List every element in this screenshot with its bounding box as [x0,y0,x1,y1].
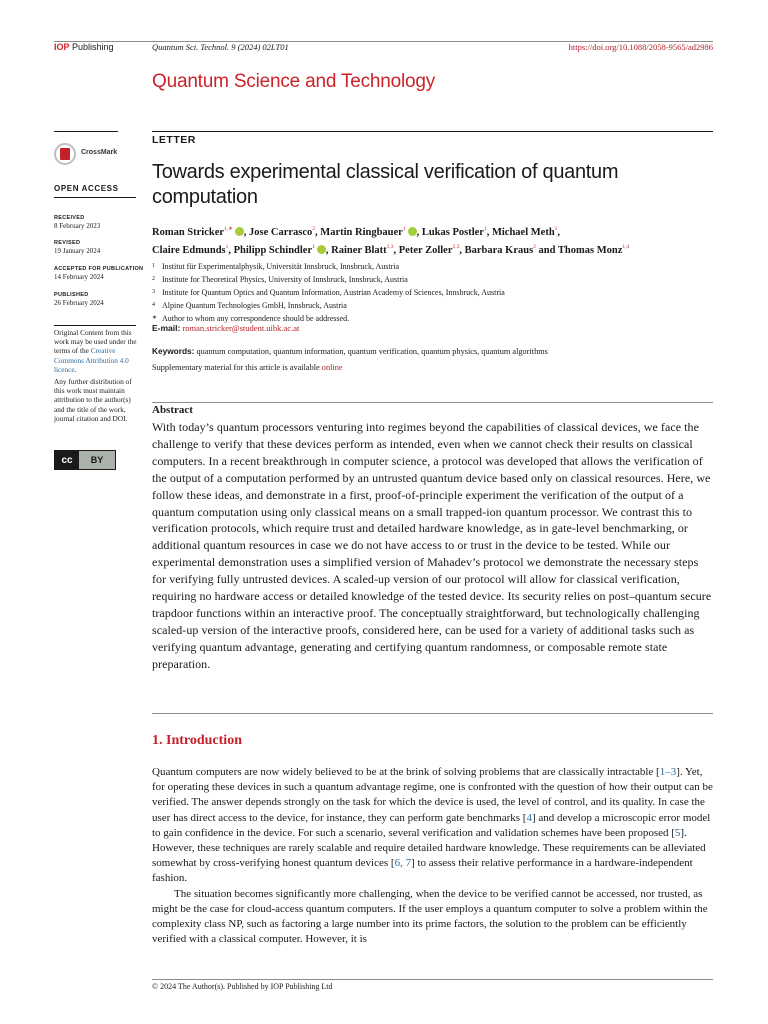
author-name[interactable]: Roman Stricker [152,227,225,238]
keywords-line: Keywords: quantum computation, quantum information, quantum verification, quantum physics, quantum algorithms [152,346,548,356]
keywords-text: quantum computation, quantum information, quantum verification, quantum physics, quantum algorithms [196,347,548,356]
history-accepted-date: 14 February 2024 [54,273,104,281]
author-affiliation-marker: 1 [225,244,229,250]
open-access-rule [54,197,136,198]
affiliation-item [152,273,712,286]
intro-paragraph-1: Quantum computers are now widely believed to be at the brink of solving problems that are classically intractable [1–3]. Yet, for operating these devices in such a quantum advantage regime, one is confronted with the question of how their output can be verified. The answer depends strongly on the task for which the device is used, the level of control, and its quality. In case the user has direct access to the device, for instance, they can perform gate benchmarks [4] and develop a microscopic error model to gain confidence in the device. For such a scenario, several verification and validation schemes have been proposed [5]. However, these techniques are rarely scalable and require detailed hardware knowledge. These requirements can be alleviated somewhat by cross-verifying honest quantum devices [6, 7] to assess their relative performance in a hardware-independent fashion. [152,766,713,885]
author-affiliation-marker: 2 [312,226,316,232]
affiliation-text: Alpine Quantum Technologies GmbH, Innsbruck, Austria [162,301,347,310]
crossmark-label: CrossMark [81,149,118,156]
author-affiliation-marker: 1,4 [622,244,630,250]
author-affiliation-marker: 1 [312,244,315,250]
history-revised-label: REVISED [54,240,81,246]
author-name[interactable]: Jose Carrasco [249,227,313,238]
affiliation-text: Institute for Theoretical Physics, University of Innsbruck, Innsbruck, Austria [162,275,408,284]
affiliation-text: Author to whom any correspondence should be addressed. [162,314,350,323]
orcid-icon[interactable] [317,245,326,254]
licence-text: Original Content from this work may be used under the terms of the Creative Commons Attribution 4.0 licence. Any further distribution of this work must maintain attribution to the author(s) and the title of the work, journal citation and DOI. [54,328,137,423]
citation-link[interactable]: 1–3 [659,766,677,778]
affiliation-number: 3 [152,289,155,295]
history-received-date: 8 February 2023 [54,222,101,230]
intro-paragraph-2: The situation becomes significantly more challenging, when the device to be verified cannot be accessed, nor trusted, as might be the case for cloud-access quantum computers. If the user employs a quantum computer to solve a problem within the complexity class NP, such as factoring a large number into its prime factors, the solution to the problem can be efficiently verified with a classical computer. However, it is [152,887,708,946]
abstract-text: With today’s quantum processors venturing into regimes beyond the capabilities of classical devices, we face the challenge to verify that these devices perform as intended, even when we cannot check their results on classical computers. In a recent breakthrough in computer science, a protocol was developed that allows the verification of the output of a computation performed by an untrusted quantum device based only on classical resources. Here, we follow these ideas, and demonstrate in a first, proof-of-principle experiment the verification of the output of a quantum computation using only classical means on a small trapped-ion quantum processor. We contrast this to verification protocols, which require trust and detailed hardware knowledge, as in gate-level benchmarking, or additional quantum resources in case we do not have access to or trust in the device to be tested. While our experimental demonstration uses a simplified version of Mahadev’s protocol we demonstrate the necessary steps for verifying fully untrusted devices. A scaled-up version of our protocol will allow for classical verification, requiring no hardware access or detailed knowledge of the tested device. Its security relies on post–quantum secure trapdoor functions within an interactive proof. The conceptually straightforward, but technologically challenging scaled-up version of the interactive proofs, considered here, can be used for a variety of additional tasks such as verifying quantum advantage, generating and certifying quantum randomness, or composable remote state preparation. [152,420,712,671]
abstract-bottom-rule [152,713,713,714]
author-name[interactable]: Martin Ringbauer [320,227,403,238]
affiliation-item [152,286,712,299]
crossmark-icon [54,143,76,165]
history-accepted-label: ACCEPTED FOR PUBLICATION [54,266,144,272]
abstract-top-rule [152,402,713,403]
affiliation-text: Institut für Experimentalphysik, Universität Innsbruck, Innsbruck, Austria [162,262,400,271]
affiliation-item [152,299,712,312]
article-type: LETTER [152,134,196,146]
supplementary-link[interactable]: online [321,363,343,372]
author-name[interactable]: Michael Meth [491,227,555,238]
author-name[interactable]: Lukas Postler [421,227,484,238]
publisher-logo[interactable] [54,42,114,52]
affiliation-text: Institute for Quantum Optics and Quantum Information, Austrian Academy of Sciences, Innsbruck, Austria [162,288,505,297]
supplementary-line: Supplementary material for this article is available online [152,363,343,372]
email-line: E-mail: roman.stricker@student.uibk.ac.at [152,323,300,333]
email-link[interactable]: roman.stricker@student.uibk.ac.at [182,323,300,333]
author-name[interactable]: Peter Zoller [398,245,453,256]
author-affiliation-marker: 1,∗ [224,226,233,232]
affiliation-number: ∗ [152,315,158,321]
citation-link[interactable]: 4 [526,811,532,824]
affiliation-number: 1 [152,263,155,269]
author-affiliation-marker: 2 [533,244,536,250]
doi-link[interactable]: https://doi.org/10.1088/2058-9565/ad2986 [568,42,713,52]
affiliation-item [152,260,712,273]
author-name[interactable]: Barbara Kraus [464,245,534,256]
cc-by-badge[interactable] [54,450,116,470]
section-heading-introduction: 1. Introduction [152,733,242,748]
abstract-heading: Abstract [152,404,193,416]
affiliation-number: 4 [152,302,155,308]
affiliation-number: 2 [152,276,155,282]
licence-rule [54,325,136,326]
author-name[interactable]: Claire Edmunds [152,245,226,256]
history-published-label: PUBLISHED [54,292,89,298]
citation-link[interactable]: 6, 7 [394,857,412,870]
cc-icon: cc [55,451,79,469]
main-top-rule [152,131,713,132]
history-published-date: 26 February 2024 [54,299,104,307]
publisher-name: Publishing [72,42,114,52]
article-title: Towards experimental classical verification of quantum computation [152,161,619,208]
open-access-label: OPEN ACCESS [54,184,119,193]
author-affiliation-marker: 1 [554,226,558,232]
orcid-icon[interactable] [408,227,417,236]
journal-title[interactable]: Quantum Science and Technology [152,71,436,92]
by-icon: BY [79,451,115,469]
crossmark-button[interactable] [54,143,136,165]
author-list: Roman Stricker$^{1,∗}$ , Jose Carrasco$^2$, Martin Ringbauer$^1$ , Lukas Postler$^1$, Michael Meth$^1$, Claire Edmunds$^1$, Philipp Schindler$^1$ , Rainer Blatt$^{1,3}$, Peter Zoller$^{2,3}$, Barbara Kraus$^2$ and Thomas Monz$^{1,4}$ [152,226,630,256]
history-received-label: RECEIVED [54,215,85,221]
author-name[interactable]: Rainer Blatt [331,245,387,256]
affiliation-list [152,260,712,325]
citation: Quantum Sci. Technol. 9 (2024) 02LT01 [152,42,289,52]
publisher-brand: IOP [54,42,70,52]
author-affiliation-marker: 2,3 [452,244,460,250]
author-affiliation-marker: 1,3 [386,244,394,250]
history-revised-date: 19 January 2024 [54,247,101,255]
citation-link[interactable]: 5 [674,826,681,839]
introduction-body [152,765,713,947]
author-name[interactable]: Philipp Schindler [233,245,313,256]
sidebar-top-rule [54,131,118,132]
orcid-icon[interactable] [235,227,244,236]
author-affiliation-marker: 1 [483,226,487,232]
footer-rule [152,979,713,980]
author-name[interactable]: Thomas Monz [557,245,623,256]
licence-link[interactable]: Creative Commons Attribution 4.0 licence [54,346,129,374]
copyright-footer: © 2024 The Author(s). Published by IOP Publishing Ltd [152,982,333,991]
author-affiliation-marker: 1 [402,226,406,232]
